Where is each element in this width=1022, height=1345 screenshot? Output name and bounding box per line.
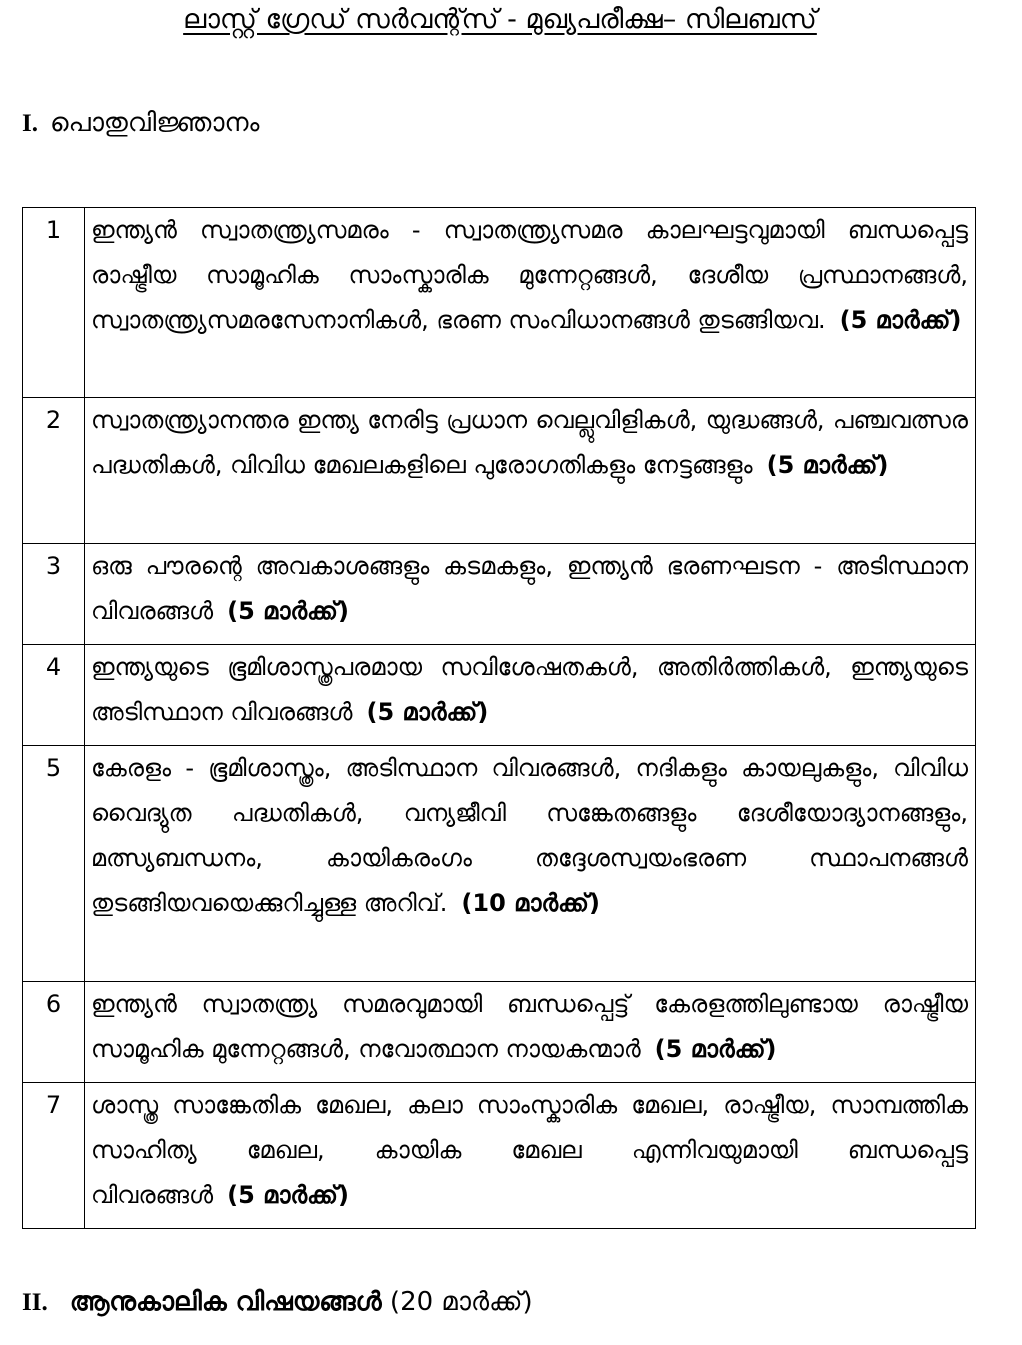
- section-numeral: I.: [22, 110, 38, 137]
- item-marks: (5 മാർക്ക്): [654, 1035, 777, 1063]
- item-text: ഒരു പൗരന്റെ അവകാശങ്ങളും കടമകളും, ഇന്ത്യൻ ഭരണഘടന - അടിസ്ഥാന വിവരങ്ങൾ: [91, 552, 968, 625]
- section-marks: (20 മാർക്ക്): [389, 1287, 533, 1317]
- item-number: 4: [23, 645, 85, 746]
- section-heading-current-affairs: [22, 1287, 533, 1318]
- item-description: [85, 982, 976, 1083]
- item-text: ശാസ്ത്ര സാങ്കേതിക മേഖല, കലാ സാംസ്കാരിക മേഖല, രാഷ്ട്രീയ, സാമ്പത്തിക സാഹിത്യ മേഖല, കായിക മേഖല എന്നിവയുമായി ബന്ധപ്പെട്ട വിവരങ്ങൾ: [91, 1091, 968, 1209]
- item-marks: (5 മാർക്ക്): [227, 1181, 349, 1209]
- item-marks: (5 മാർക്ക്): [366, 698, 489, 726]
- section-title: ആനുകാലിക വിഷയങ്ങൾ: [69, 1287, 382, 1317]
- item-number: 5: [23, 746, 85, 982]
- table-row: [23, 208, 976, 398]
- section-heading-general-knowledge: [22, 108, 259, 139]
- item-description: [85, 746, 976, 982]
- table-row: [23, 398, 976, 544]
- item-description: [85, 645, 976, 746]
- item-number: 6: [23, 982, 85, 1083]
- item-marks: (5 മാർക്ക്): [766, 451, 889, 479]
- item-number: 3: [23, 544, 85, 645]
- section-numeral: II.: [22, 1289, 48, 1316]
- table-row: [23, 645, 976, 746]
- item-marks: (5 മാർക്ക്): [227, 597, 349, 625]
- table-row: [23, 1083, 976, 1229]
- item-text: ഇന്ത്യയുടെ ഭൂമിശാസ്ത്രപരമായ സവിശേഷതകൾ, അതിർത്തികൾ, ഇന്ത്യയുടെ അടിസ്ഥാന വിവരങ്ങൾ: [91, 653, 968, 726]
- item-description: [85, 398, 976, 544]
- table-row: [23, 746, 976, 982]
- item-description: [85, 208, 976, 398]
- item-marks: (5 മാർക്ക്): [839, 306, 962, 334]
- item-number: 2: [23, 398, 85, 544]
- item-text: ഇന്ത്യൻ സ്വാതന്ത്ര്യ സമരവുമായി ബന്ധപ്പെട്ട് കേരളത്തിലുണ്ടായ രാഷ്ട്രീയ സാമൂഹിക മുന്നേറ്റങ്ങൾ, നവോത്ഥാന നായകന്മാർ: [91, 990, 968, 1063]
- item-text: കേരളം - ഭൂമിശാസ്ത്രം, അടിസ്ഥാന വിവരങ്ങൾ, നദികളും കായലുകളും, വിവിധ വൈദ്യുത പദ്ധതികൾ, വന്യജീവി സങ്കേതങ്ങളും ദേശീയോദ്യാനങ്ങളും, മത്സ്യബന്ധനം, കായികരംഗം തദ്ദേശസ്വയംഭരണ സ്ഥാപനങ്ങൾ തുടങ്ങിയവയെക്കുറിച്ചുള്ള അറിവ്.: [91, 754, 968, 917]
- item-number: 1: [23, 208, 85, 398]
- item-text: ഇന്ത്യൻ സ്വാതന്ത്ര്യസമരം - സ്വാതന്ത്ര്യസമര കാലഘട്ടവുമായി ബന്ധപ്പെട്ട രാഷ്ട്രീയ സാമൂഹിക സാംസ്കാരിക മുന്നേറ്റങ്ങൾ, ദേശീയ പ്രസ്ഥാനങ്ങൾ, സ്വാതന്ത്ര്യസമരസേനാനികൾ, ഭരണ സംവിധാനങ്ങൾ തുടങ്ങിയവ.: [91, 216, 968, 334]
- item-marks: (10 മാർക്ക്): [461, 889, 600, 917]
- document-title: ലാസ്റ്റ് ഗ്രേഡ് സർവന്റ്സ് - മുഖ്യപരീക്ഷ– സിലബസ്: [183, 4, 817, 35]
- item-description: [85, 1083, 976, 1229]
- item-number: 7: [23, 1083, 85, 1229]
- table-row: [23, 982, 976, 1083]
- section-title: പൊതുവിജ്ഞാനം: [49, 108, 260, 138]
- table-row: [23, 544, 976, 645]
- item-description: [85, 544, 976, 645]
- syllabus-table: [22, 207, 976, 1229]
- item-text: സ്വാതന്ത്ര്യാനന്തര ഇന്ത്യ നേരിട്ട പ്രധാന വെല്ലുവിളികൾ, യുദ്ധങ്ങൾ, പഞ്ചവത്സര പദ്ധതികൾ, വിവിധ മേഖലകളിലെ പുരോഗതികളും നേട്ടങ്ങളും: [91, 406, 968, 479]
